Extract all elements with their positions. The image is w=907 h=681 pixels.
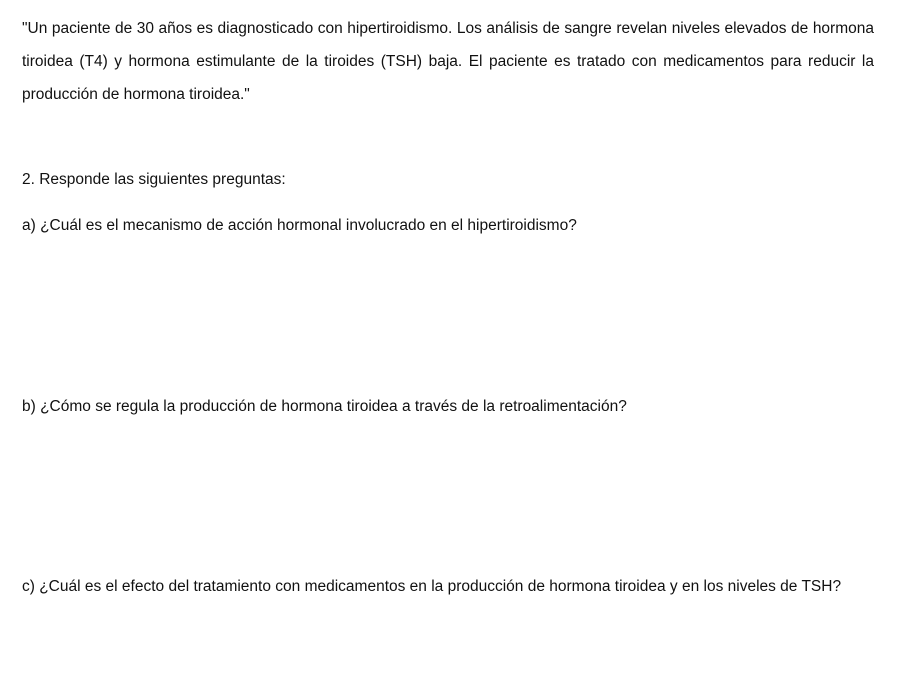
case-statement: "Un paciente de 30 años es diagnosticado con hipertiroidismo. Los análisis de sangre revelan niveles elevados de hormona tiroidea (T4) y hormona estimulante de la tiroides (TSH) baja. El paciente es tratado con medicamentos para reducir la producción de hormona tiroidea.": [22, 20, 874, 103]
answer-space-b: [22, 421, 874, 571]
question-c: c) ¿Cuál es el efecto del tratamiento con medicamentos en la producción de hormona tiroidea y en los niveles de TSH?: [22, 578, 842, 595]
instruction-heading: 2. Responde las siguientes preguntas:: [22, 171, 286, 188]
answer-space-c: [22, 601, 874, 676]
question-b: b) ¿Cómo se regula la producción de hormona tiroidea a través de la retroalimentación?: [22, 398, 627, 415]
question-a: a) ¿Cuál es el mecanismo de acción hormonal involucrado en el hipertiroidismo?: [22, 217, 577, 234]
answer-space-a: [22, 240, 874, 390]
